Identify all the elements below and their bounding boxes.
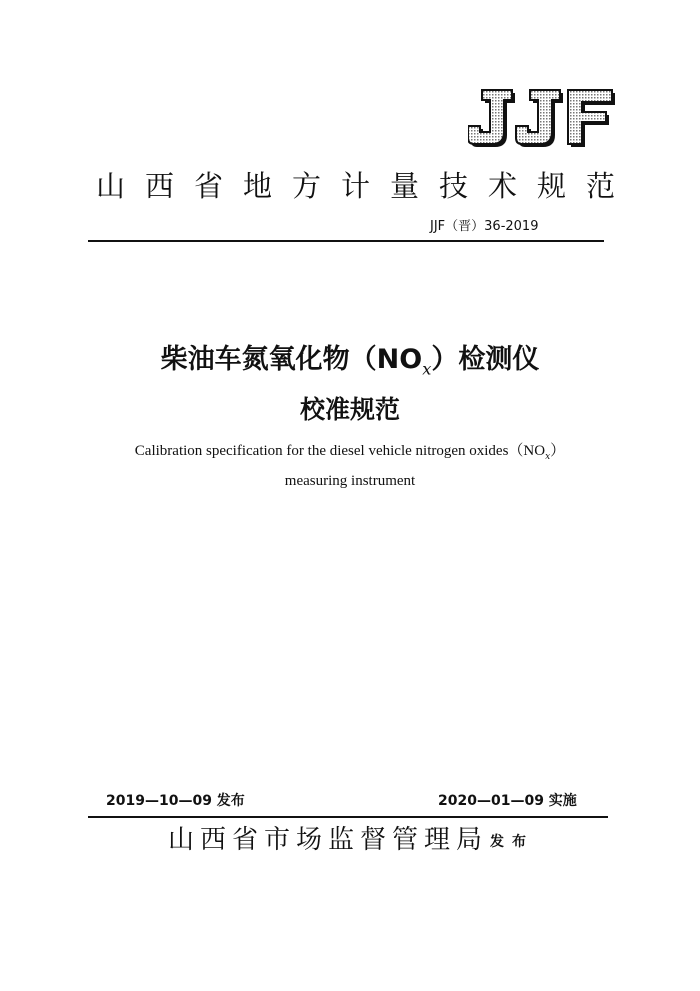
footer-divider [88,816,608,818]
document-number: JJF（晋）36-2019 [430,219,539,234]
jjf-logo-graphic [468,88,616,148]
series-title: 山西省地方计量技术规范 [96,169,636,203]
title-english [0,439,700,493]
title-english-line1 [0,439,700,469]
title-chinese-prefix: 柴油车氮氧化物（NO [160,344,423,375]
header-divider [88,240,604,242]
effective-date: 2020—01—09 实施 [438,793,577,809]
title-chinese-line2: 校准规范 [299,395,400,424]
title-chinese-subscript: x [422,359,432,379]
title-english-line2: measuring instrument [284,473,416,489]
title-chinese-line1 [0,340,700,389]
issuer-suffix: 发布 [490,834,534,850]
issuer-name: 山西省市场监督管理局 [168,825,489,855]
title-english-suffix: ） [550,443,566,459]
title-english-prefix: Calibration specification for the diesel vehicle nitrogen oxides（NO [134,443,546,459]
issue-date: 2019—10—09 发布 [106,793,245,809]
title-english-subscript: x [545,452,551,462]
jjf-logo [468,88,616,148]
title-chinese-suffix: ）检测仪 [431,344,540,375]
